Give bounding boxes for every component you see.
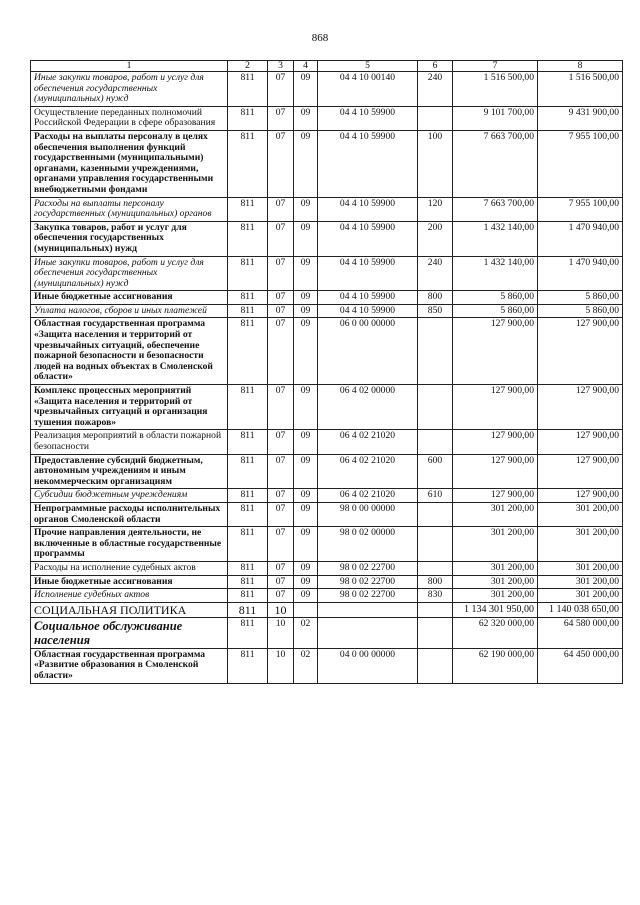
amount-year-2-cell: 64 450 000,00	[538, 648, 623, 683]
table-row	[31, 617, 623, 648]
amount-year-1-cell: 127 900,00	[453, 318, 538, 385]
expense-type-cell: 240	[418, 256, 453, 291]
target-article-cell	[318, 617, 418, 648]
item-name-cell: Иные бюджетные ассигнования	[31, 291, 228, 305]
target-article-cell: 04 4 10 59900	[318, 256, 418, 291]
table-row	[31, 502, 623, 526]
amount-year-2-cell: 127 900,00	[538, 385, 623, 430]
table-row	[31, 385, 623, 430]
section-code-cell: 07	[268, 221, 294, 256]
table-row	[31, 72, 623, 107]
item-name-cell: Иные закупки товаров, работ и услуг для обеспечения государственных (муниципальных) нужд	[31, 256, 228, 291]
amount-year-1-cell: 127 900,00	[453, 454, 538, 489]
target-article-cell: 04 4 10 59900	[318, 197, 418, 221]
expense-type-cell	[418, 385, 453, 430]
amount-year-1-cell: 301 200,00	[453, 502, 538, 526]
section-code-cell: 07	[268, 527, 294, 562]
section-code-cell: 07	[268, 589, 294, 603]
subsection-code-cell: 09	[294, 430, 318, 454]
amount-year-2-cell: 301 200,00	[538, 575, 623, 589]
table-row	[31, 106, 623, 130]
item-name-cell: Осуществление переданных полномочий Российской Федерации в сфере образования	[31, 106, 228, 130]
table-row	[31, 318, 623, 385]
subsection-code-cell: 02	[294, 648, 318, 683]
expense-type-cell	[418, 106, 453, 130]
item-name-cell: Закупка товаров, работ и услуг для обеспечения государственных (муниципальных) нужд	[31, 221, 228, 256]
column-number: 8	[538, 61, 623, 72]
table-row	[31, 648, 623, 683]
expense-type-cell	[418, 527, 453, 562]
amount-year-1-cell: 127 900,00	[453, 430, 538, 454]
table-row	[31, 430, 623, 454]
item-name-cell: Предоставление субсидий бюджетным, автономным учреждениям и иным некоммерческим организациям	[31, 454, 228, 489]
target-article-cell: 98 0 02 00000	[318, 527, 418, 562]
ministry-code-cell: 811	[228, 589, 268, 603]
ministry-code-cell: 811	[228, 304, 268, 318]
item-name-cell: Иные бюджетные ассигнования	[31, 575, 228, 589]
amount-year-2-cell: 301 200,00	[538, 527, 623, 562]
table-row	[31, 602, 623, 617]
column-number: 1	[31, 61, 228, 72]
amount-year-1-cell: 1 516 500,00	[453, 72, 538, 107]
subsection-code-cell: 09	[294, 589, 318, 603]
column-number-row	[31, 61, 623, 72]
section-code-cell: 07	[268, 291, 294, 305]
expense-type-cell	[418, 318, 453, 385]
item-name-cell: Областная государственная программа «Развитие образования в Смоленской области»	[31, 648, 228, 683]
subsection-code-cell: 09	[294, 291, 318, 305]
item-name-cell: Комплекс процессных мероприятий «Защита населения и территорий от чрезвычайных ситуаций и организация тушения пожаров»	[31, 385, 228, 430]
amount-year-1-cell: 62 320 000,00	[453, 617, 538, 648]
expense-type-cell: 120	[418, 197, 453, 221]
target-article-cell: 98 0 02 22700	[318, 575, 418, 589]
expense-type-cell	[418, 648, 453, 683]
amount-year-1-cell: 1 432 140,00	[453, 256, 538, 291]
ministry-code-cell: 811	[228, 527, 268, 562]
subsection-code-cell: 09	[294, 561, 318, 575]
expense-type-cell: 610	[418, 489, 453, 503]
ministry-code-cell: 811	[228, 454, 268, 489]
target-article-cell: 06 4 02 21020	[318, 489, 418, 503]
amount-year-1-cell: 127 900,00	[453, 489, 538, 503]
section-code-cell: 07	[268, 106, 294, 130]
amount-year-1-cell: 301 200,00	[453, 575, 538, 589]
section-code-cell: 07	[268, 304, 294, 318]
ministry-code-cell: 811	[228, 502, 268, 526]
subsection-code-cell: 09	[294, 72, 318, 107]
expense-type-cell	[418, 430, 453, 454]
section-code-cell: 07	[268, 385, 294, 430]
target-article-cell: 04 4 10 59900	[318, 130, 418, 197]
subsection-code-cell: 09	[294, 106, 318, 130]
target-article-cell: 04 0 00 00000	[318, 648, 418, 683]
subsection-code-cell: 09	[294, 575, 318, 589]
table-row	[31, 527, 623, 562]
target-article-cell: 06 4 02 21020	[318, 430, 418, 454]
subsection-code-cell: 09	[294, 130, 318, 197]
amount-year-2-cell: 64 580 000,00	[538, 617, 623, 648]
section-code-cell: 07	[268, 454, 294, 489]
ministry-code-cell: 811	[228, 72, 268, 107]
item-name-cell: Областная государственная программа «Защита населения и территорий от чрезвычайных ситуаций, обеспечение пожарной безопасности и безопасности людей на водных объектах в Смоленской области»	[31, 318, 228, 385]
subsection-code-cell: 09	[294, 489, 318, 503]
target-article-cell: 06 4 02 21020	[318, 454, 418, 489]
amount-year-2-cell: 301 200,00	[538, 502, 623, 526]
amount-year-2-cell: 127 900,00	[538, 454, 623, 489]
amount-year-2-cell: 127 900,00	[538, 318, 623, 385]
subsection-code-cell: 09	[294, 197, 318, 221]
column-number: 6	[418, 61, 453, 72]
target-article-cell: 04 4 10 59900	[318, 291, 418, 305]
column-number: 4	[294, 61, 318, 72]
subsection-code-cell: 09	[294, 385, 318, 430]
table-row	[31, 589, 623, 603]
expense-type-cell: 100	[418, 130, 453, 197]
section-code-cell: 07	[268, 72, 294, 107]
target-article-cell: 04 4 10 59900	[318, 106, 418, 130]
expense-type-cell: 830	[418, 589, 453, 603]
item-name-cell: Прочие направления деятельности, не включенные в областные государственные программы	[31, 527, 228, 562]
amount-year-1-cell: 127 900,00	[453, 385, 538, 430]
section-code-cell: 07	[268, 489, 294, 503]
table-row	[31, 575, 623, 589]
ministry-code-cell: 811	[228, 617, 268, 648]
amount-year-1-cell: 7 663 700,00	[453, 197, 538, 221]
amount-year-2-cell: 5 860,00	[538, 291, 623, 305]
subsection-code-cell	[294, 602, 318, 617]
table-row	[31, 489, 623, 503]
expense-type-cell	[418, 502, 453, 526]
amount-year-1-cell: 5 860,00	[453, 304, 538, 318]
ministry-code-cell: 811	[228, 221, 268, 256]
section-code-cell: 07	[268, 561, 294, 575]
amount-year-2-cell: 1 140 038 650,00	[538, 602, 623, 617]
subsection-code-cell: 02	[294, 617, 318, 648]
subsection-code-cell: 09	[294, 454, 318, 489]
amount-year-1-cell: 62 190 000,00	[453, 648, 538, 683]
item-name-cell: Уплата налогов, сборов и иных платежей	[31, 304, 228, 318]
target-article-cell: 06 4 02 00000	[318, 385, 418, 430]
expense-type-cell	[418, 617, 453, 648]
amount-year-2-cell: 7 955 100,00	[538, 130, 623, 197]
expense-type-cell: 800	[418, 291, 453, 305]
table-row	[31, 291, 623, 305]
subsection-code-cell: 09	[294, 256, 318, 291]
section-code-cell: 07	[268, 430, 294, 454]
ministry-code-cell: 811	[228, 575, 268, 589]
target-article-cell: 04 4 10 59900	[318, 221, 418, 256]
ministry-code-cell: 811	[228, 430, 268, 454]
item-name-cell: Непрограммные расходы исполнительных органов Смоленской области	[31, 502, 228, 526]
amount-year-1-cell: 5 860,00	[453, 291, 538, 305]
expense-type-cell: 850	[418, 304, 453, 318]
subsection-code-cell: 09	[294, 318, 318, 385]
amount-year-1-cell: 1 134 301 950,00	[453, 602, 538, 617]
subsection-code-cell: 09	[294, 502, 318, 526]
item-name-cell: Иные закупки товаров, работ и услуг для обеспечения государственных (муниципальных) нужд	[31, 72, 228, 107]
subsection-code-cell: 09	[294, 304, 318, 318]
amount-year-1-cell: 1 432 140,00	[453, 221, 538, 256]
amount-year-2-cell: 127 900,00	[538, 430, 623, 454]
section-code-cell: 07	[268, 502, 294, 526]
expense-type-cell	[418, 561, 453, 575]
amount-year-2-cell: 1 470 940,00	[538, 256, 623, 291]
amount-year-2-cell: 301 200,00	[538, 589, 623, 603]
section-code-cell: 07	[268, 197, 294, 221]
amount-year-2-cell: 7 955 100,00	[538, 197, 623, 221]
ministry-code-cell: 811	[228, 561, 268, 575]
target-article-cell: 06 0 00 00000	[318, 318, 418, 385]
subsection-code-cell: 09	[294, 221, 318, 256]
section-code-cell: 07	[268, 130, 294, 197]
page-number: 868	[311, 32, 329, 44]
ministry-code-cell: 811	[228, 197, 268, 221]
item-name-cell: Расходы на выплаты персоналу государственных (муниципальных) органов	[31, 197, 228, 221]
amount-year-2-cell: 1 470 940,00	[538, 221, 623, 256]
expense-type-cell	[418, 602, 453, 617]
item-name-cell: Расходы на выплаты персоналу в целях обеспечения выполнения функций государственными (муниципальными) органами, казенными учреждениями, органами управления государственными внебюджетными фондами	[31, 130, 228, 197]
section-code-cell: 10	[268, 648, 294, 683]
ministry-code-cell: 811	[228, 318, 268, 385]
item-name-cell: Расходы на исполнение судебных актов	[31, 561, 228, 575]
column-number: 2	[228, 61, 268, 72]
budget-table	[30, 60, 623, 684]
item-name-cell: Исполнение судебных актов	[31, 589, 228, 603]
table-row	[31, 221, 623, 256]
table-row	[31, 304, 623, 318]
amount-year-1-cell: 301 200,00	[453, 527, 538, 562]
table-row	[31, 256, 623, 291]
table-row	[31, 197, 623, 221]
table-row	[31, 130, 623, 197]
ministry-code-cell: 811	[228, 130, 268, 197]
section-code-cell: 07	[268, 256, 294, 291]
table-row	[31, 561, 623, 575]
ministry-code-cell: 811	[228, 648, 268, 683]
expense-type-cell: 600	[418, 454, 453, 489]
amount-year-2-cell: 1 516 500,00	[538, 72, 623, 107]
amount-year-1-cell: 301 200,00	[453, 561, 538, 575]
ministry-code-cell: 811	[228, 256, 268, 291]
amount-year-2-cell: 301 200,00	[538, 561, 623, 575]
ministry-code-cell: 811	[228, 106, 268, 130]
amount-year-2-cell: 9 431 900,00	[538, 106, 623, 130]
column-number: 5	[318, 61, 418, 72]
amount-year-1-cell: 9 101 700,00	[453, 106, 538, 130]
target-article-cell: 04 4 10 00140	[318, 72, 418, 107]
column-number: 3	[268, 61, 294, 72]
target-article-cell: 98 0 02 22700	[318, 561, 418, 575]
section-code-cell: 07	[268, 575, 294, 589]
target-article-cell: 04 4 10 59900	[318, 304, 418, 318]
target-article-cell: 98 0 02 22700	[318, 589, 418, 603]
section-code-cell: 10	[268, 602, 294, 617]
ministry-code-cell: 811	[228, 602, 268, 617]
item-name-cell: Субсидии бюджетным учреждениям	[31, 489, 228, 503]
subsection-code-cell: 09	[294, 527, 318, 562]
target-article-cell: 98 0 00 00000	[318, 502, 418, 526]
item-name-cell: Социальное обслуживание населения	[31, 617, 228, 648]
item-name-cell: Реализация мероприятий в области пожарной безопасности	[31, 430, 228, 454]
expense-type-cell: 200	[418, 221, 453, 256]
table-row	[31, 454, 623, 489]
amount-year-2-cell: 127 900,00	[538, 489, 623, 503]
expense-type-cell: 240	[418, 72, 453, 107]
amount-year-2-cell: 5 860,00	[538, 304, 623, 318]
ministry-code-cell: 811	[228, 489, 268, 503]
ministry-code-cell: 811	[228, 291, 268, 305]
section-code-cell: 07	[268, 318, 294, 385]
column-number: 7	[453, 61, 538, 72]
section-code-cell: 10	[268, 617, 294, 648]
amount-year-1-cell: 7 663 700,00	[453, 130, 538, 197]
amount-year-1-cell: 301 200,00	[453, 589, 538, 603]
expense-type-cell: 800	[418, 575, 453, 589]
target-article-cell	[318, 602, 418, 617]
ministry-code-cell: 811	[228, 385, 268, 430]
item-name-cell: СОЦИАЛЬНАЯ ПОЛИТИКА	[31, 602, 228, 617]
